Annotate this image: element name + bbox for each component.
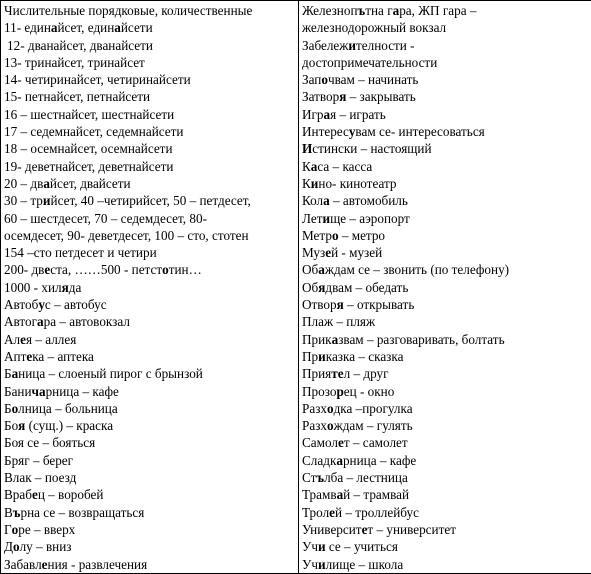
vocab-entry: Плаж – пляж xyxy=(302,313,591,330)
vocab-entry: Числительные порядковые, количественные xyxy=(4,2,298,19)
vocab-entry: Разхождам – гулять xyxy=(302,417,591,434)
vocab-entry: Приказка – сказка xyxy=(302,348,591,365)
vocab-entry: Баничарница – кафе xyxy=(4,383,298,400)
vocab-entry: 16 – шестнайсет, шестнайсети xyxy=(4,106,298,123)
vocab-entry: Боя се – бояться xyxy=(4,434,298,451)
vocab-entry: Влак – поезд xyxy=(4,469,298,486)
vocab-entry: Автогара – автовокзал xyxy=(4,313,298,330)
vocab-entry: Започвам – начинать xyxy=(302,71,591,88)
vocab-entry: Железнопътна гара, ЖП гара – xyxy=(302,2,591,19)
vocab-entry: 15- петнайсет, петнайсети xyxy=(4,88,298,105)
vocab-entry: Автобус – автобус xyxy=(4,296,298,313)
vocab-entry: Приказвам – разговаривать, болтать xyxy=(302,331,591,348)
vocab-entry: Приятел – друг xyxy=(302,365,591,382)
vocab-entry: Летище – аэропорт xyxy=(302,210,591,227)
vocab-entry: 154 –сто петдесет и четири xyxy=(4,244,298,261)
vocab-entry: Трамвай – трамвай xyxy=(302,486,591,503)
vocab-entry: железнодорожный вокзал xyxy=(302,19,591,36)
vocab-entry: 200- двеста, ……500 - петстотин… xyxy=(4,261,298,278)
vocab-entry: Тролей – троллейбус xyxy=(302,504,591,521)
vocab-entry: Училище – школа xyxy=(302,556,591,573)
vocab-entry: Горе – вверх xyxy=(4,521,298,538)
vocab-entry: 60 – шестдесет, 70 – седемдесет, 80- xyxy=(4,210,298,227)
left-column-cell xyxy=(1,1,299,574)
vocab-entry: достопримечательности xyxy=(302,54,591,71)
vocab-entry: 14- четиринайсет, четиринайсети xyxy=(4,71,298,88)
vocab-entry: Аптека – аптека xyxy=(4,348,298,365)
vocab-entry: Баница – слоеный пирог с брынзой xyxy=(4,365,298,382)
vocab-entry: Играя – играть xyxy=(302,106,591,123)
vocab-entry: Метро – метро xyxy=(302,227,591,244)
vocab-entry: Прозорец - окно xyxy=(302,383,591,400)
vocab-entry: Музей - музей xyxy=(302,244,591,261)
vocab-entry: Бряг – берег xyxy=(4,452,298,469)
vocab-entry: 19- деветнайсет, деветнайсети xyxy=(4,158,298,175)
vocab-entry: Болница – больница xyxy=(4,400,298,417)
vocab-entry: Върна се – возвращаться xyxy=(4,504,298,521)
vocab-entry: Обаждам се – звонить (по телефону) xyxy=(302,261,591,278)
vocab-entry: Учи се – учиться xyxy=(302,538,591,555)
right-column-list xyxy=(302,2,591,573)
vocab-entry: 18 – осемнайсет, осемнайсети xyxy=(4,140,298,157)
right-column-cell xyxy=(299,1,591,574)
vocab-entry: 12- дванайсет, дванайсети xyxy=(4,37,298,54)
vocab-entry: Стълба – лестница xyxy=(302,469,591,486)
vocab-entry: Отворя – открывать xyxy=(302,296,591,313)
vocab-entry: Боя (сущ.) – краска xyxy=(4,417,298,434)
left-column-list xyxy=(4,2,298,573)
vocab-entry: Университет – университет xyxy=(302,521,591,538)
vocab-entry: Самолет – самолет xyxy=(302,434,591,451)
vocab-entry: 30 – трийсет, 40 –четирийсет, 50 – петдесет, xyxy=(4,192,298,209)
table-row xyxy=(1,1,591,574)
vocab-entry: Разходка –прогулка xyxy=(302,400,591,417)
vocab-entry: 1000 - хиляда xyxy=(4,279,298,296)
vocab-entry: Каса – касса xyxy=(302,158,591,175)
vocab-entry: Сладкарница – кафе xyxy=(302,452,591,469)
vocab-entry: Алея – аллея xyxy=(4,331,298,348)
vocab-entry: осемдесет, 90- деветдесет, 100 – сто, стотен xyxy=(4,227,298,244)
vocab-entry: Забележителности - xyxy=(302,37,591,54)
vocab-entry: Интересувам се- интересоваться xyxy=(302,123,591,140)
vocab-entry: 20 – двайсет, двайсети xyxy=(4,175,298,192)
vocab-entry: Кино- кинотеатр xyxy=(302,175,591,192)
vocab-entry: 13- тринайсет, тринайсет xyxy=(4,54,298,71)
vocab-entry: 17 – седемнайсет, седемнайсети xyxy=(4,123,298,140)
vocab-entry: Обядвам – обедать xyxy=(302,279,591,296)
vocab-entry: Забавления - развлечения xyxy=(4,556,298,573)
vocab-entry: Истински – настоящий xyxy=(302,140,591,157)
vocab-entry: Врабец – воробей xyxy=(4,486,298,503)
vocab-entry: 11- единайсет, единайсети xyxy=(4,19,298,36)
vocab-entry: Кола – автомобиль xyxy=(302,192,591,209)
vocab-entry: Долу – вниз xyxy=(4,538,298,555)
vocab-entry: Затворя – закрывать xyxy=(302,88,591,105)
